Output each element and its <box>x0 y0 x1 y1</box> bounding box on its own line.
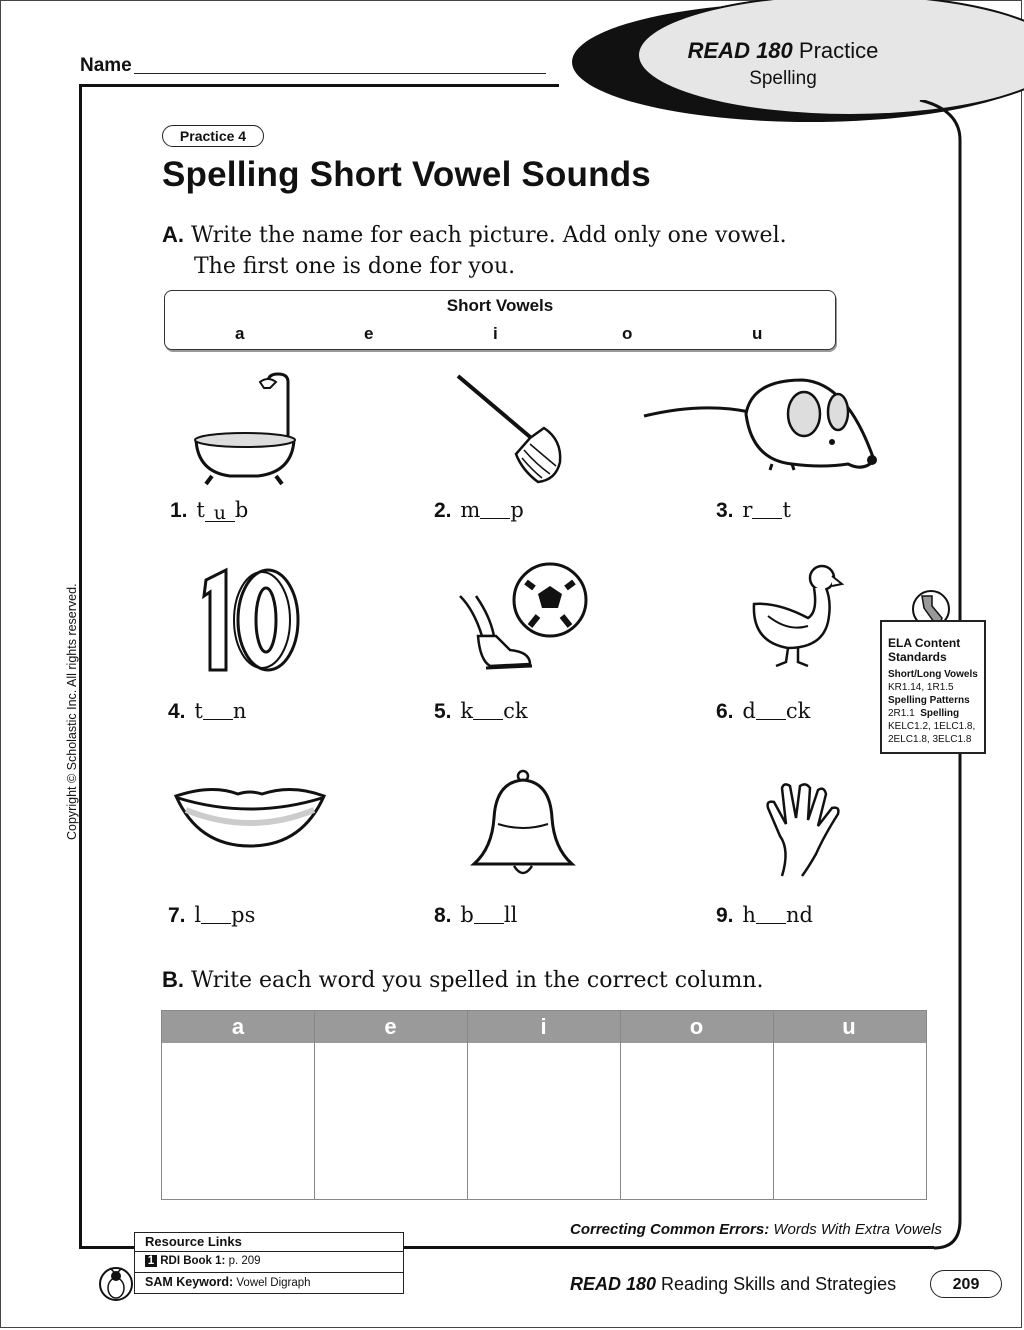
column-o-area[interactable] <box>620 1043 773 1199</box>
col-header-i: i <box>540 1014 547 1039</box>
item-number: 9. <box>716 904 734 927</box>
item-4 <box>168 699 246 724</box>
item-5 <box>434 699 528 724</box>
standards-value2 <box>888 707 978 720</box>
vowel-blank[interactable] <box>201 905 231 924</box>
soccer-kick-icon <box>450 560 590 680</box>
item-9 <box>716 903 813 928</box>
item-number: 6. <box>716 700 734 723</box>
item-number: 5. <box>434 700 452 723</box>
item-suffix: ps <box>231 903 256 927</box>
item-prefix: t <box>196 498 205 522</box>
item-suffix: n <box>232 699 247 723</box>
item-suffix: b <box>234 498 249 522</box>
vowel-blank[interactable] <box>756 701 786 720</box>
vowel-blank[interactable] <box>203 701 233 720</box>
lips-icon <box>172 780 328 850</box>
item-prefix: b <box>460 903 474 927</box>
standards-heading2: Spelling Patterns <box>888 695 970 706</box>
vowel-blank[interactable] <box>480 500 510 519</box>
part-b-letter: B. <box>162 967 184 992</box>
program-brand: READ 180 <box>687 38 793 63</box>
col-header-u: u <box>842 1014 856 1039</box>
standards-value3: KELC1.2, 1ELC1.8, <box>888 721 976 732</box>
item-suffix: ck <box>785 699 811 723</box>
bell-icon <box>470 768 576 883</box>
resource-divider <box>135 1251 403 1252</box>
part-a-letter: A. <box>162 222 184 247</box>
header-subject: Spelling <box>749 68 817 89</box>
copyright-text: Copyright © Scholastic Inc. All rights reserved. <box>65 583 79 840</box>
item-prefix: d <box>742 699 756 723</box>
standards-code: 2R1.1 <box>888 708 915 719</box>
resource-sam <box>145 1275 311 1289</box>
item-2 <box>434 498 524 523</box>
header-title <box>640 38 926 64</box>
resource-rdi <box>145 1255 261 1267</box>
standards-title2: Standards <box>888 650 947 664</box>
item-number: 3. <box>716 499 734 522</box>
standards-label: Spelling <box>920 708 960 719</box>
column-e-area[interactable] <box>314 1043 467 1199</box>
page-title: Spelling Short Vowel Sounds <box>162 155 651 194</box>
col-header-e: e <box>384 1014 397 1039</box>
mop-icon <box>452 370 567 485</box>
vowel-blank[interactable]: u <box>205 503 235 522</box>
name-label: Name <box>80 55 132 76</box>
item-8 <box>434 903 517 928</box>
number-ten-icon <box>200 566 304 676</box>
item-6 <box>716 699 810 724</box>
standards-heading1: Short/Long Vowels <box>888 669 978 680</box>
item-number: 2. <box>434 499 452 522</box>
short-vowels-box <box>164 290 836 350</box>
standards-value1: KR1.14, 1R1.5 <box>888 682 954 693</box>
item-prefix: t <box>194 699 203 723</box>
vowel-i: i <box>493 324 498 343</box>
item-prefix: h <box>742 903 756 927</box>
footer-brand: READ 180 <box>570 1274 657 1294</box>
correcting-label: Correcting Common Errors: <box>570 1221 770 1238</box>
footer-title <box>570 1274 896 1295</box>
column-a-area[interactable] <box>162 1043 314 1199</box>
item-prefix: r <box>742 498 753 522</box>
vowel-sort-table <box>161 1010 927 1200</box>
item-number: 4. <box>168 700 186 723</box>
column-u-area[interactable] <box>773 1043 925 1199</box>
page-number: 209 <box>930 1270 1002 1298</box>
item-prefix: k <box>460 699 474 723</box>
name-line[interactable] <box>134 73 546 74</box>
item-suffix: nd <box>785 903 813 927</box>
sam-value: Vowel Digraph <box>233 1277 311 1289</box>
item-number: 1. <box>170 499 188 522</box>
footer-text: Reading Skills and Strategies <box>656 1274 897 1294</box>
main-border-bottom <box>404 1246 934 1249</box>
vowel-blank[interactable] <box>474 905 504 924</box>
vowel-blank[interactable] <box>756 905 786 924</box>
table-header <box>162 1011 926 1043</box>
item-number: 8. <box>434 904 452 927</box>
bathtub-icon <box>190 372 300 487</box>
correcting-errors <box>570 1221 942 1238</box>
standards-box <box>880 620 986 754</box>
main-border-left <box>79 84 82 1249</box>
item-3 <box>716 498 791 523</box>
part-a-line1 <box>162 222 787 248</box>
rdi-value: p. 209 <box>225 1255 261 1267</box>
part-b-instruction <box>162 967 764 993</box>
sam-label: SAM Keyword: <box>145 1275 234 1289</box>
mascot-icon <box>94 1260 138 1302</box>
vowel-blank[interactable] <box>752 500 782 519</box>
vowel-a: a <box>235 324 245 343</box>
vowel-e: e <box>364 324 374 343</box>
item-7 <box>168 903 255 928</box>
rdi-label: RDI Book 1: <box>160 1255 226 1267</box>
item-number: 7. <box>168 904 186 927</box>
vowel-blank[interactable] <box>473 701 503 720</box>
duck-icon <box>748 562 844 674</box>
item-prefix: l <box>194 903 202 927</box>
practice-label: Practice 4 <box>162 125 264 147</box>
item-suffix: t <box>782 498 791 522</box>
vowel-u: u <box>752 324 763 343</box>
program-rest: Practice <box>792 38 879 63</box>
correcting-text: Words With Extra Vowels <box>769 1221 942 1238</box>
col-header-a: a <box>231 1014 245 1039</box>
col-header-o: o <box>689 1014 704 1039</box>
book-badge: 1 <box>145 1255 157 1267</box>
standards-title1: ELA Content <box>888 636 961 650</box>
vowel-o: o <box>622 324 633 343</box>
part-b-text: Write each word you spelled in the correct column. <box>191 968 764 993</box>
item-1 <box>170 498 248 523</box>
part-a-text1: Write the name for each picture. Add only one vowel. <box>191 223 787 248</box>
item-suffix: ll <box>503 903 518 927</box>
main-border-top <box>79 84 559 87</box>
main-border-bottom-left <box>79 1246 134 1249</box>
rat-icon <box>642 372 882 472</box>
item-prefix: m <box>460 498 481 522</box>
short-vowels-title: Short Vowels <box>446 296 554 315</box>
item-suffix: p <box>510 498 524 522</box>
column-i-area[interactable] <box>467 1043 620 1199</box>
standards-value4: 2ELC1.8, 3ELC1.8 <box>888 734 972 745</box>
resource-divider <box>135 1272 403 1273</box>
resource-links-box <box>134 1232 404 1294</box>
part-a-line2: The first one is done for you. <box>194 254 516 279</box>
resource-title: Resource Links <box>145 1234 242 1249</box>
item-suffix: ck <box>503 699 528 723</box>
hand-icon <box>760 780 850 880</box>
